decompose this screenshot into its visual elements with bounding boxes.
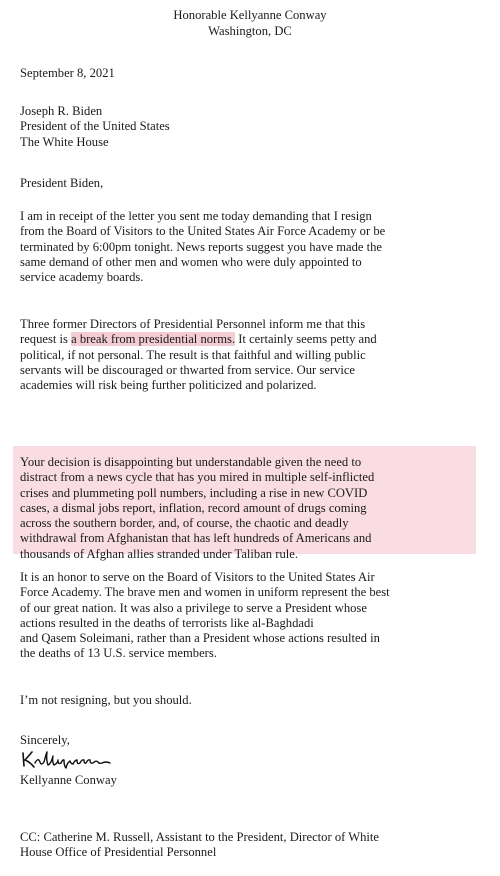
letter-date: September 8, 2021: [20, 66, 115, 80]
highlighted-phrase: a break from presidential norms.: [71, 332, 236, 347]
paragraph-4: [20, 570, 482, 662]
text-line: House Office of Presidential Personnel: [20, 845, 217, 860]
text-line: distract from a news cycle that has you mired in multiple self-inflicted: [20, 470, 375, 485]
text-line: [20, 332, 482, 347]
text-line: withdrawal from Afghanistan that has left hundreds of Americans and: [20, 531, 372, 546]
text-line: terminated by 6:00pm tonight. News reports suggest you have made the: [20, 239, 382, 254]
handwritten-signature: [20, 748, 140, 770]
text-line: from the Board of Visitors to the United States Air Force Academy or be: [20, 224, 386, 239]
text-line: same demand of other men and women who were duly appointed to: [20, 254, 362, 269]
letterhead-location: Washington, DC: [208, 23, 292, 38]
text-line: CC: Catherine M. Russell, Assistant to the President, Director of White: [20, 830, 379, 844]
text-line: actions resulted in the deaths of terrorists like al-Baghdadi: [20, 615, 314, 630]
salutation: President Biden,: [20, 176, 104, 190]
paragraph-3-highlighted: [20, 455, 482, 562]
signer-name: Kellyanne Conway: [20, 773, 117, 787]
recipient-block: [20, 104, 170, 150]
text-line: thousands of Afghan allies stranded under Taliban rule.: [20, 546, 298, 561]
text-line: Three former Directors of Presidential Personnel inform me that this: [20, 317, 366, 331]
closing: Sincerely,: [20, 733, 70, 747]
text-line: crises and plummeting poll numbers, including a rise in new COVID: [20, 485, 368, 500]
text-line: the deaths of 13 U.S. service members.: [20, 646, 217, 661]
text-line: servants will be discouraged or thwarted from service. Our service: [20, 362, 356, 377]
text-line: and Qasem Soleimani, rather than a President whose actions resulted in: [20, 631, 380, 646]
text-line: It is an honor to serve on the Board of Visitors to the United States Air: [20, 570, 375, 584]
text-line: I am in receipt of the letter you sent me today demanding that I resign: [20, 209, 372, 223]
paragraph-1: [20, 209, 482, 285]
text-line: service academy boards.: [20, 270, 144, 285]
cc-line: [20, 830, 482, 861]
text-line: across the southern border, and, of course, the chaotic and deadly: [20, 516, 349, 531]
text-line: cases, a dismal jobs report, inflation, record amount of drugs coming: [20, 500, 367, 515]
paragraph-5: I’m not resigning, but you should.: [20, 693, 192, 707]
text-line: political, if not personal. The result is that faithful and willing public: [20, 347, 366, 362]
text-line: of our great nation. It was also a privilege to serve a President whose: [20, 600, 367, 615]
recipient-name: Joseph R. Biden: [20, 104, 103, 118]
letterhead: [0, 8, 500, 39]
recipient-title: President of the United States: [20, 119, 170, 134]
text-segment: request is: [20, 332, 72, 347]
letterhead-name: Honorable Kellyanne Conway: [173, 8, 327, 22]
text-segment: It certainly seems petty and: [235, 332, 377, 347]
text-line: Force Academy. The brave men and women in uniform represent the best: [20, 585, 390, 600]
paragraph-2: [20, 317, 482, 393]
recipient-address: The White House: [20, 134, 109, 149]
text-line: Your decision is disappointing but understandable given the need to: [20, 455, 362, 469]
text-line: academies will risk being further politicized and polarized.: [20, 378, 317, 393]
